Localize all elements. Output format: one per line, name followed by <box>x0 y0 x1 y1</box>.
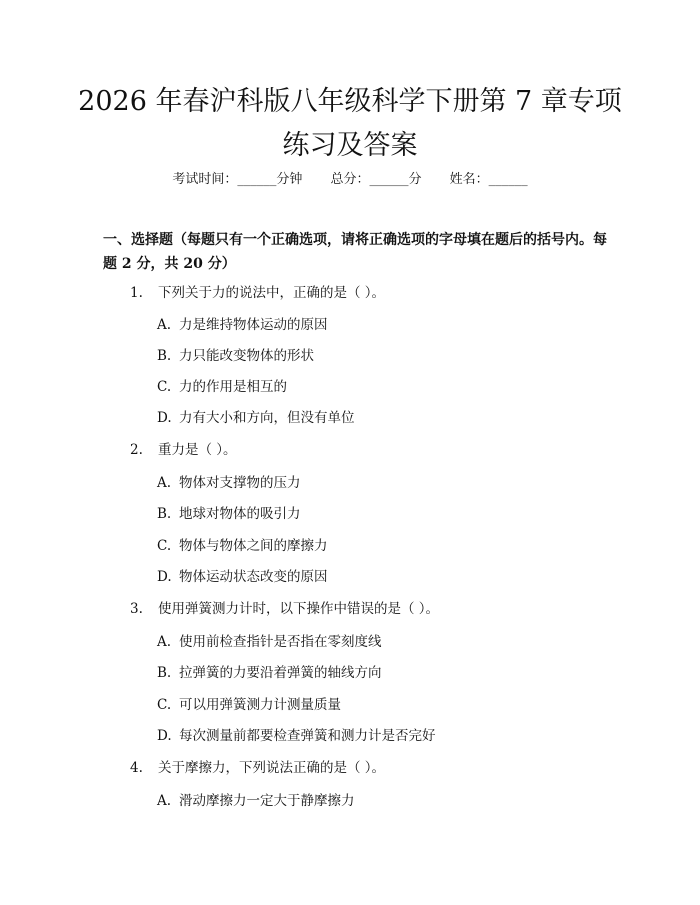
option-letter: D. <box>157 410 172 426</box>
option-letter: A. <box>157 793 172 809</box>
title-line-2: 练习及答案 <box>282 130 418 161</box>
option-letter: D. <box>157 728 172 744</box>
title-line-1: 2026 年春沪科版八年级科学下册第 7 章专项 <box>78 86 622 117</box>
option-letter: B. <box>157 506 172 522</box>
option-text: 力是维持物体运动的原因 <box>179 317 328 333</box>
option-text: 滑动摩擦力一定大于静摩擦力 <box>179 793 355 809</box>
question-number: 3. <box>130 601 143 617</box>
question-item <box>130 758 385 778</box>
option-text: 拉弹簧的力要沿着弹簧的轴线方向 <box>179 665 382 681</box>
exam-time-field: 考试时间：______分钟 <box>172 172 303 187</box>
question-text: 关于摩擦力，下列说法正确的是（ ）。 <box>158 760 386 776</box>
question-text: 重力是（ ）。 <box>158 442 237 458</box>
option-item <box>157 663 382 683</box>
option-item <box>157 408 355 428</box>
option-letter: D. <box>157 569 172 585</box>
option-letter: A. <box>157 634 172 650</box>
option-item <box>157 791 355 811</box>
option-letter: A. <box>157 475 172 491</box>
option-text: 力只能改变物体的形状 <box>179 348 314 364</box>
option-letter: A. <box>157 317 172 333</box>
option-text: 物体对支撑物的压力 <box>179 475 301 491</box>
option-text: 使用前检查指针是否指在零刻度线 <box>179 634 382 650</box>
document-title <box>60 80 640 168</box>
option-text: 每次测量前都要检查弹簧和测力计是否完好 <box>179 728 436 744</box>
option-text: 力有大小和方向，但没有单位 <box>179 410 355 426</box>
option-item <box>157 567 328 587</box>
option-item <box>157 377 287 397</box>
option-letter: B. <box>157 665 172 681</box>
option-item <box>157 695 341 715</box>
option-letter: C. <box>157 697 172 713</box>
student-name-field: 姓名：______ <box>449 172 528 187</box>
exam-meta <box>0 168 700 187</box>
option-text: 物体运动状态改变的原因 <box>179 569 328 585</box>
option-item <box>157 473 301 493</box>
question-item <box>130 440 237 460</box>
question-number: 4. <box>130 760 143 776</box>
option-text: 地球对物体的吸引力 <box>179 506 301 522</box>
section-heading: 一、选择题（每题只有一个正确选项，请将正确选项的字母填在题后的括号内。每题 2 分，共 20 分） <box>103 232 607 272</box>
question-number: 2. <box>130 442 143 458</box>
total-score-field: 总分：______分 <box>330 172 422 187</box>
option-item <box>157 536 328 556</box>
option-item <box>157 632 382 652</box>
question-item <box>130 283 385 303</box>
option-item <box>157 315 328 335</box>
question-number: 1. <box>130 285 143 301</box>
option-item <box>157 726 436 746</box>
question-text: 使用弹簧测力计时，以下操作中错误的是（ ）。 <box>158 601 440 617</box>
question-item <box>130 599 439 619</box>
option-letter: C. <box>157 538 172 554</box>
option-text: 物体与物体之间的摩擦力 <box>179 538 328 554</box>
option-text: 可以用弹簧测力计测量质量 <box>179 697 341 713</box>
question-text: 下列关于力的说法中，正确的是（ ）。 <box>158 285 386 301</box>
option-item <box>157 346 314 366</box>
option-letter: C. <box>157 379 172 395</box>
option-item <box>157 504 301 524</box>
option-text: 力的作用是相互的 <box>179 379 287 395</box>
option-letter: B. <box>157 348 172 364</box>
